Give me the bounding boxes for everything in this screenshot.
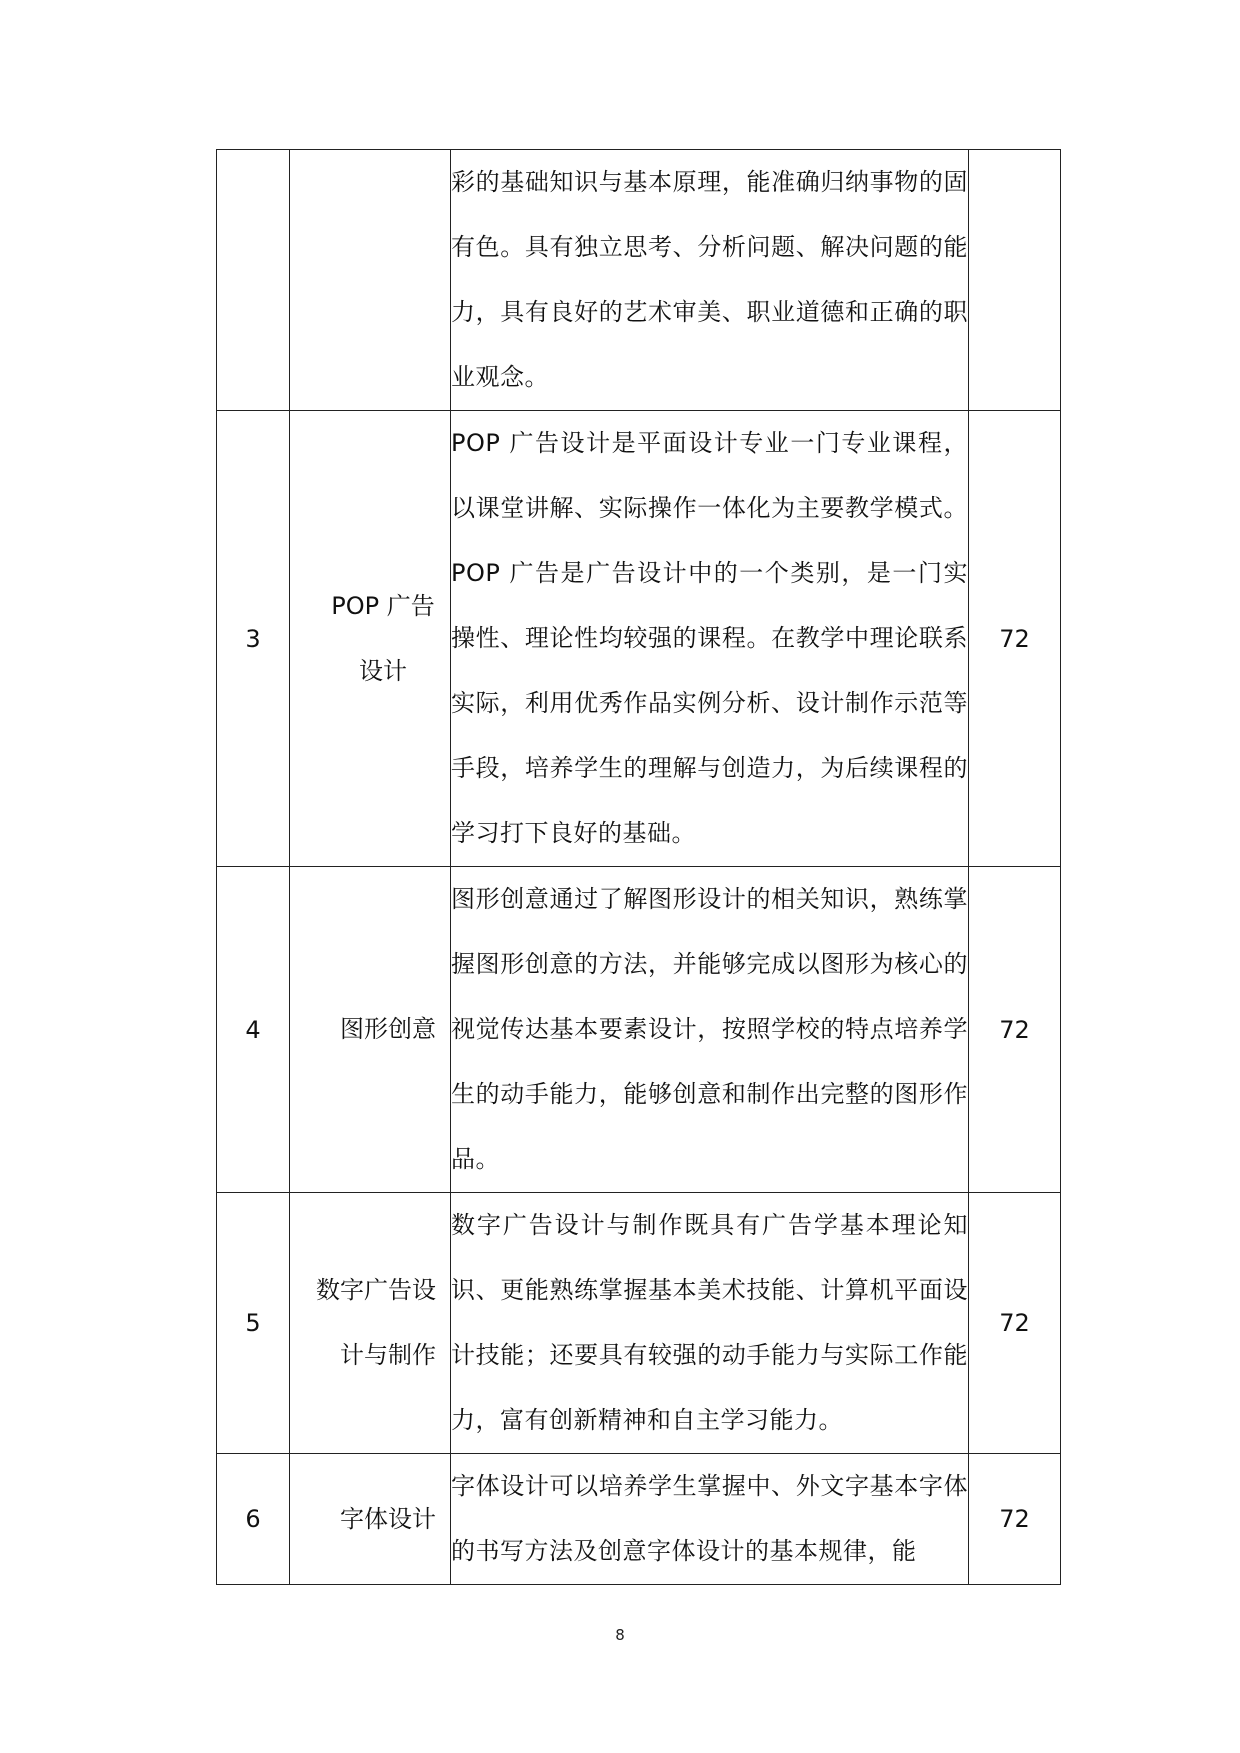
course-name: 图形创意 (340, 1015, 436, 1043)
course-number-cell (217, 150, 290, 411)
table-row (217, 1454, 1061, 1585)
course-hours-cell (969, 150, 1061, 411)
table-row (217, 411, 1061, 867)
course-name-cell (290, 1193, 451, 1454)
course-hours-cell: 72 (969, 867, 1061, 1193)
course-hours-cell: 72 (969, 411, 1061, 867)
table-row (217, 150, 1061, 411)
page-number: 8 (615, 1626, 625, 1644)
course-number-cell: 4 (217, 867, 290, 1193)
course-table (216, 149, 1061, 1585)
course-hours-cell: 72 (969, 1454, 1061, 1585)
course-description-cell: 图形创意通过了解图形设计的相关知识，熟练掌握图形创意的方法，并能够完成以图形为核心的视觉传达基本要素设计，按照学校的特点培养学生的动手能力，能够创意和制作出完整的图形作品。 (451, 867, 969, 1193)
course-name: 数字广告设计与制作 (316, 1276, 436, 1369)
course-description-cell: POP 广告设计是平面设计专业一门专业课程，以课堂讲解、实际操作一体化为主要教学模式。POP 广告是广告设计中的一个类别，是一门实操性、理论性均较强的课程。在教学中理论联系实际，利用优秀作品实例分析、设计制作示范等手段，培养学生的理解与创造力，为后续课程的学习打下良好的基础。 (451, 411, 969, 867)
course-name-cell (290, 1454, 451, 1585)
course-description-cell: 字体设计可以培养学生掌握中、外文字基本字体的书写方法及创意字体设计的基本规律，能 (451, 1454, 969, 1585)
course-number-cell: 5 (217, 1193, 290, 1454)
course-name: 字体设计 (340, 1504, 436, 1533)
table-row (217, 1193, 1061, 1454)
course-name: POP 广告设计 (331, 591, 435, 685)
course-description-cell: 彩的基础知识与基本原理，能准确归纳事物的固有色。具有独立思考、分析问题、解决问题的能力，具有良好的艺术审美、职业道德和正确的职业观念。 (451, 150, 969, 411)
course-name-cell (290, 867, 451, 1193)
course-description-cell: 数字广告设计与制作既具有广告学基本理论知识、更能熟练掌握基本美术技能、计算机平面设计技能；还要具有较强的动手能力与实际工作能力，富有创新精神和自主学习能力。 (451, 1193, 969, 1454)
course-number-cell: 3 (217, 411, 290, 867)
course-name-cell (290, 411, 451, 867)
course-number-cell: 6 (217, 1454, 290, 1585)
table-row (217, 867, 1061, 1193)
course-hours-cell: 72 (969, 1193, 1061, 1454)
course-name-cell (290, 150, 451, 411)
